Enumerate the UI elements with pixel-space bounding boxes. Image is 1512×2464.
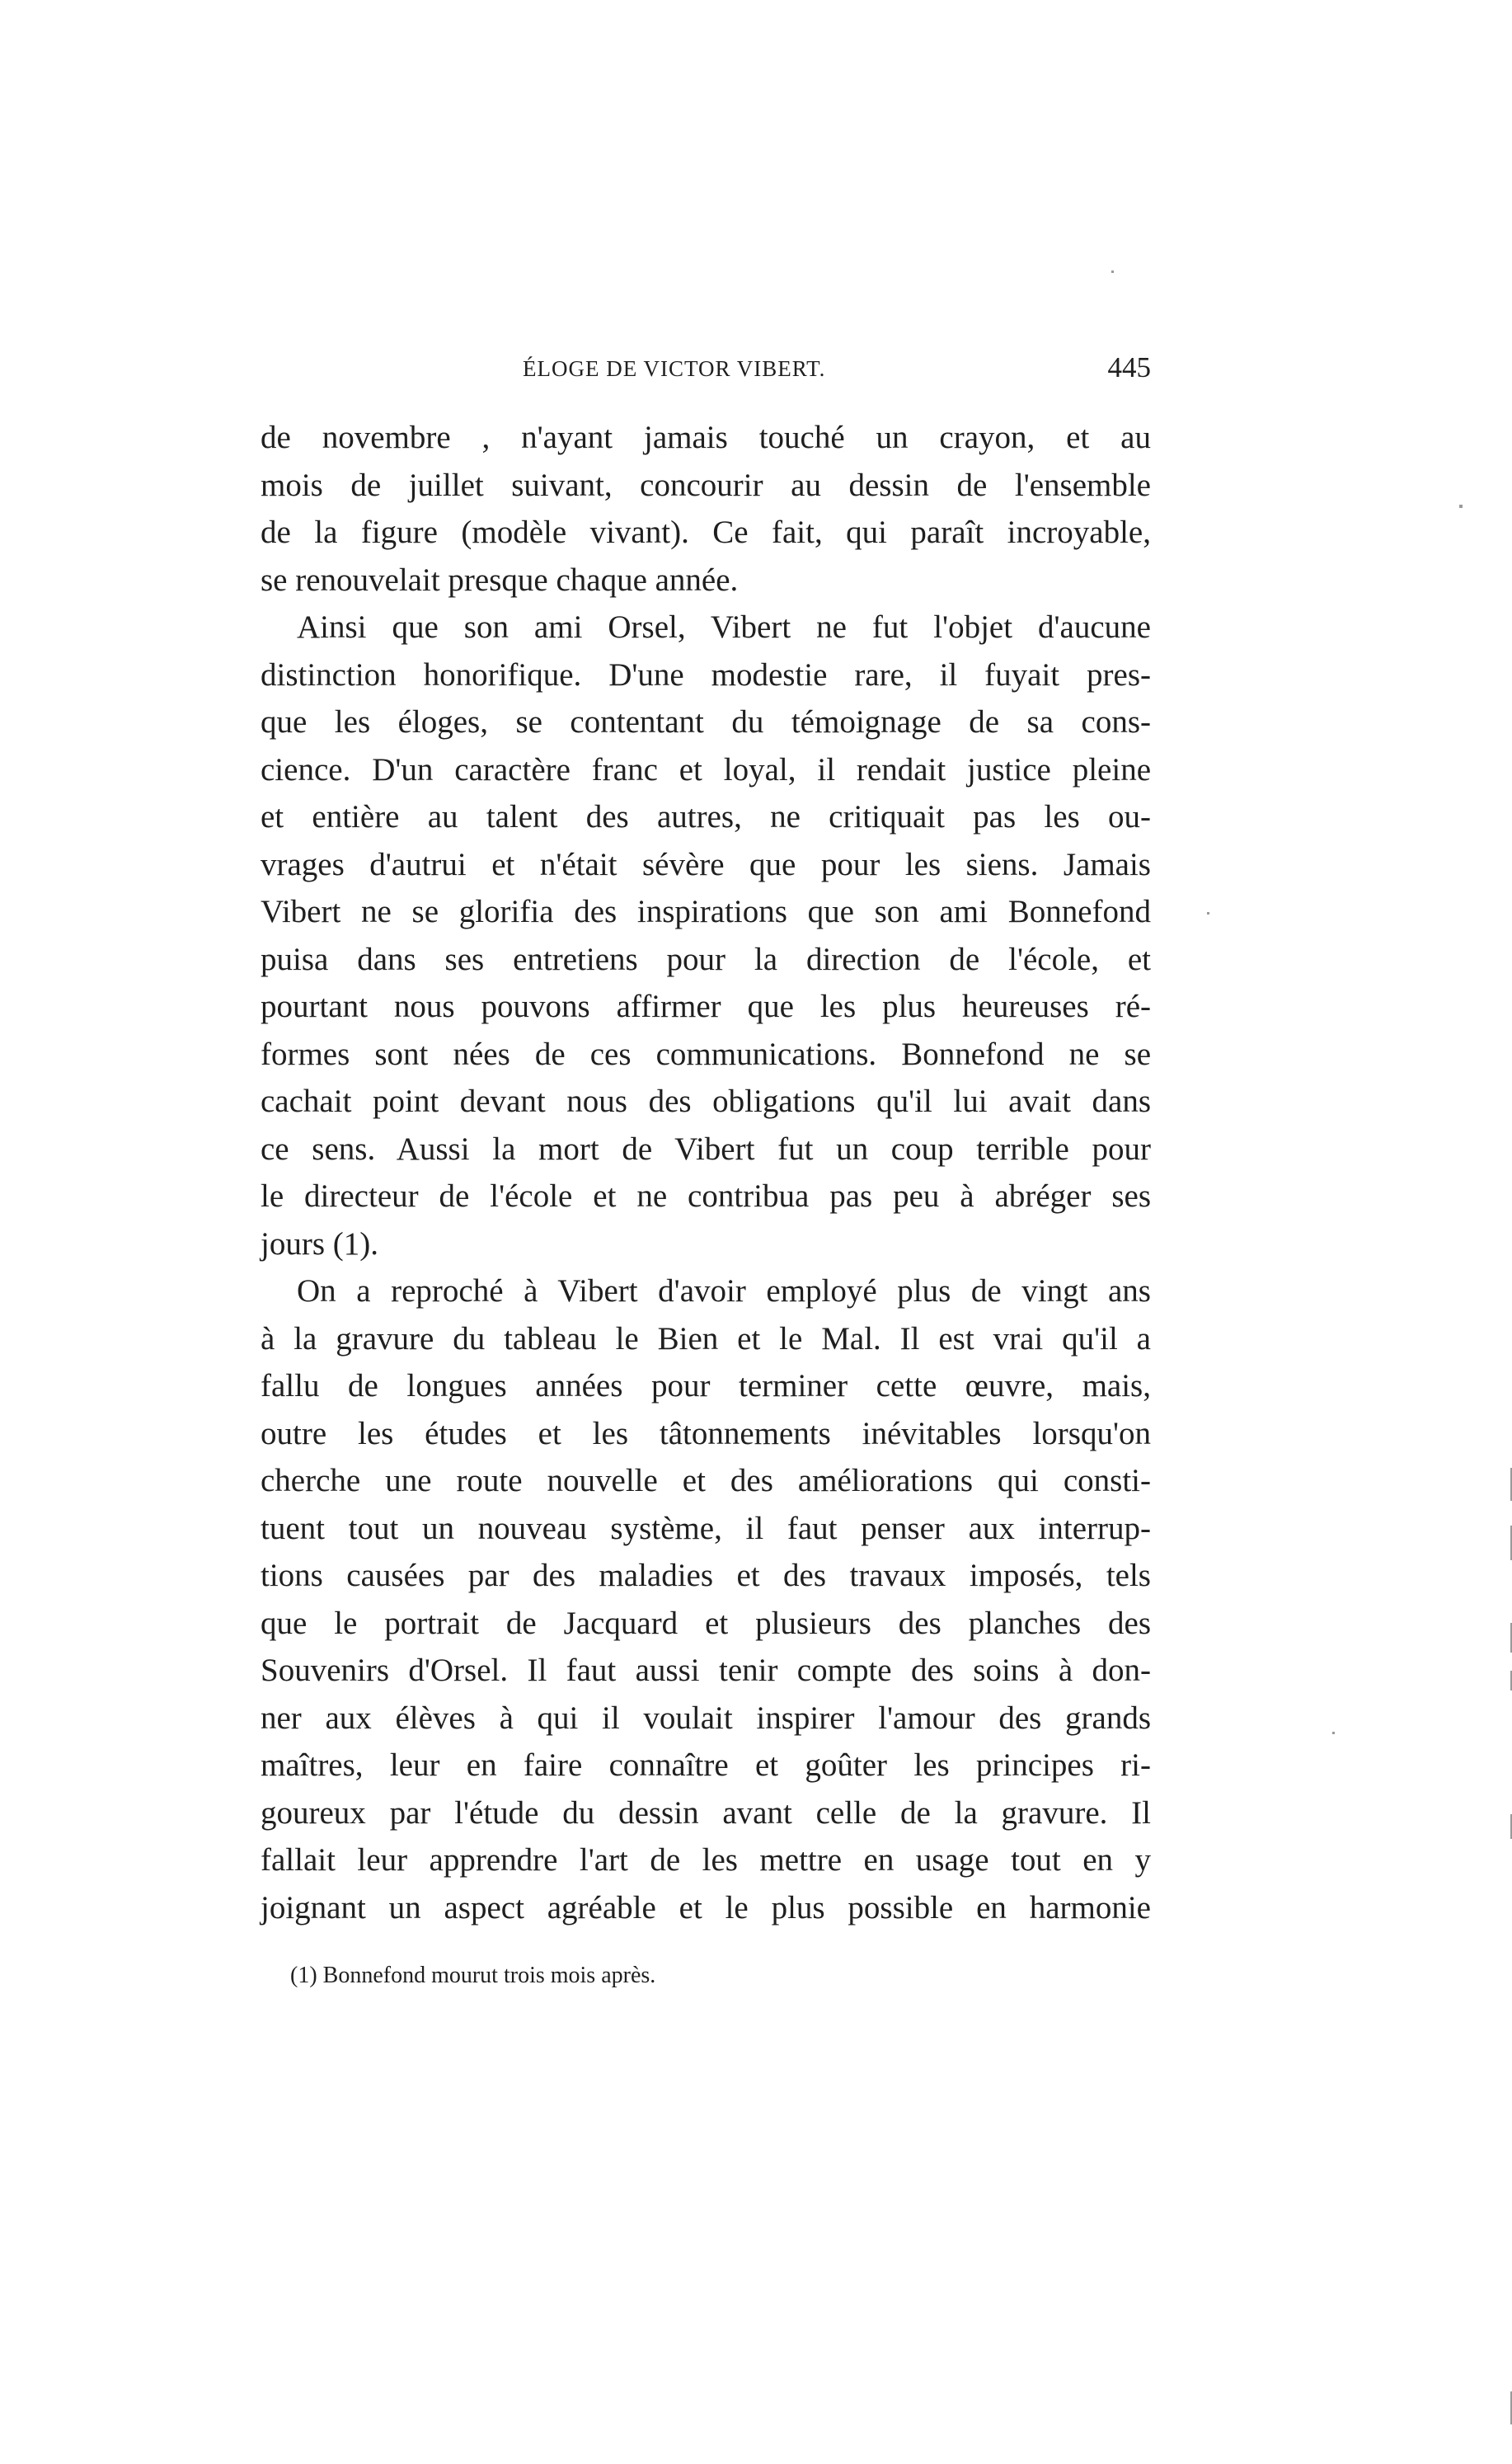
running-title: ÉLOGE DE VICTOR VIBERT. — [523, 356, 826, 381]
text-line: à la gravure du tableau le Bien et le Mal. Il est vrai qu'il a — [261, 1320, 1151, 1357]
text-line: se renouvelait presque chaque année. — [261, 562, 739, 598]
text-line: de la figure (modèle vivant). Ce fait, qui paraît incroyable, — [261, 515, 1151, 550]
text-line: le directeur de l'école et ne contribua pas peu à abréger ses — [261, 1178, 1151, 1214]
text-line: vrages d'autrui et n'était sévère que pour les siens. Jamais — [261, 846, 1151, 882]
text-line: pourtant nous pouvons affirmer que les plus heureuses ré- — [261, 989, 1151, 1024]
text-line: On a reproché à Vibert d'avoir employé plus de vingt ans — [297, 1273, 1151, 1309]
running-head — [261, 351, 1151, 397]
page-number: 445 — [1107, 351, 1151, 383]
text-line: tions causées par des maladies et des travaux imposés, tels — [261, 1558, 1151, 1593]
text-line: mois de juillet suivant, concourir au dessin de l'ensemble — [261, 467, 1151, 503]
scan-speck — [1207, 912, 1209, 915]
text-line: formes sont nées de ces communications. Bonnefond ne se — [261, 1036, 1151, 1072]
text-line: que le portrait de Jacquard et plusieurs des planches des — [261, 1605, 1151, 1641]
text-line: ce sens. Aussi la mort de Vibert fut un coup terrible pour — [261, 1131, 1151, 1167]
text-line: cherche une route nouvelle et des améliorations qui consti- — [261, 1463, 1151, 1498]
text-line: Ainsi que son ami Orsel, Vibert ne fut l'objet d'aucune — [297, 609, 1151, 645]
footnote: (1) Bonnefond mourut trois mois après. — [290, 1963, 656, 1988]
text-line: Souvenirs d'Orsel. Il faut aussi tenir compte des soins à don- — [261, 1653, 1151, 1688]
scan-speck — [1111, 270, 1114, 273]
text-line: fallu de longues années pour terminer cette œuvre, mais, — [261, 1368, 1151, 1404]
body-text — [261, 414, 1151, 1931]
scan-speck — [1459, 505, 1463, 508]
text-line: ner aux élèves à qui il voulait inspirer l'amour des grands — [261, 1700, 1151, 1736]
text-line: maîtres, leur en faire connaître et goûter les principes ri- — [261, 1747, 1151, 1783]
text-line: fallait leur apprendre l'art de les mettre en usage tout en y — [261, 1842, 1151, 1878]
text-line: et entière au talent des autres, ne critiquait pas les ou- — [261, 799, 1151, 835]
text-line: cachait point devant nous des obligations qu'il lui avait dans — [261, 1084, 1151, 1119]
text-line: tuent tout un nouveau système, il faut penser aux interrup- — [261, 1510, 1151, 1546]
text-line: outre les études et les tâtonnements inévitables lorsqu'on — [261, 1415, 1151, 1451]
text-line: de novembre , n'ayant jamais touché un crayon, et au — [261, 420, 1151, 455]
text-line: cience. D'un caractère franc et loyal, il rendait justice pleine — [261, 751, 1151, 788]
text-line: Vibert ne se glorifia des inspirations que son ami Bonnefond — [261, 894, 1151, 929]
text-line: jours (1). — [261, 1225, 378, 1262]
text-line: distinction honorifique. D'une modestie rare, il fuyait pres- — [261, 656, 1151, 693]
text-line: que les éloges, se contentant du témoignage de sa cons- — [261, 704, 1151, 740]
text-line: puisa dans ses entretiens pour la direction de l'école, et — [261, 941, 1151, 977]
scan-speck — [1332, 1732, 1335, 1734]
text-line: goureux par l'étude du dessin avant celle de la gravure. Il — [261, 1794, 1151, 1831]
text-line: joignant un aspect agréable et le plus possible en harmonie — [261, 1889, 1151, 1926]
